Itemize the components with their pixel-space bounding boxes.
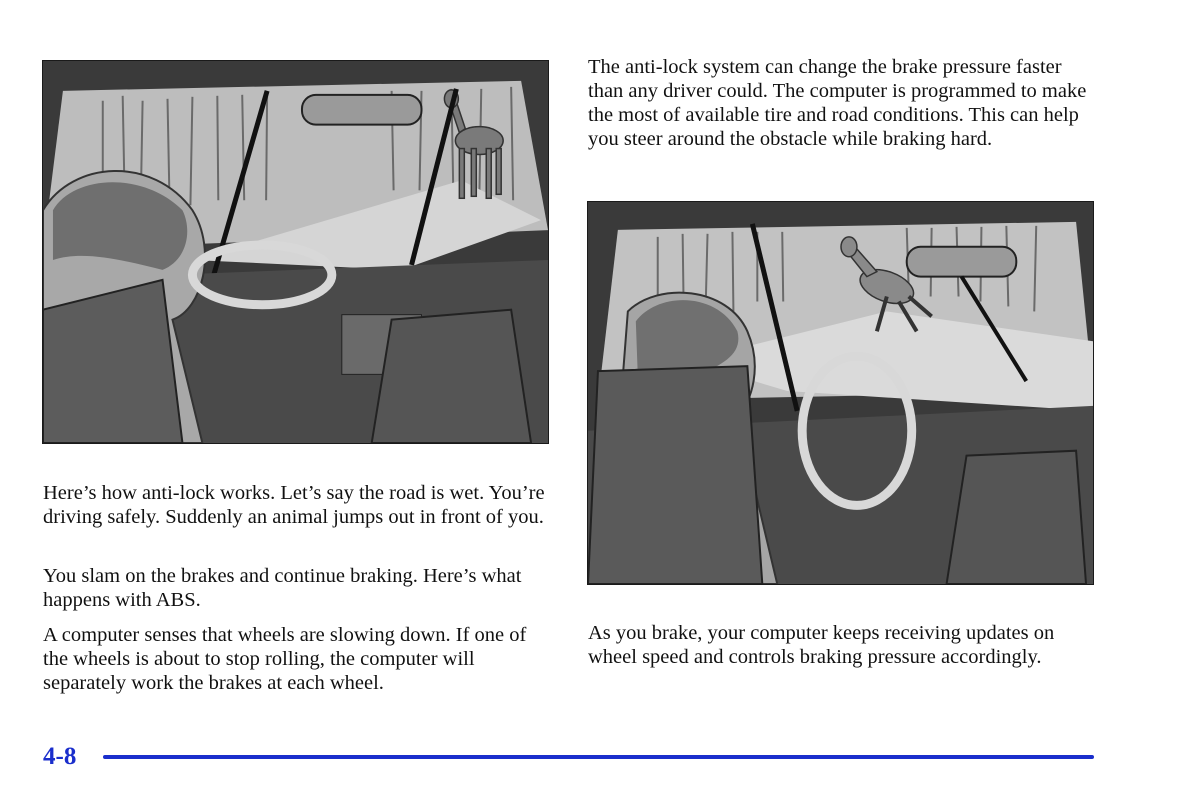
paragraph-computer-senses-wheels: A computer senses that wheels are slowing down. If one of the wheels is about to stop rolling, the computer will separately work the brakes at each wheel.: [43, 624, 527, 694]
driver-sees-deer-drawing: [43, 61, 548, 443]
driver-sees-deer-illustration: [42, 60, 549, 444]
deer-jumps-in-front-drawing: [588, 202, 1093, 584]
page-number: 4-8: [43, 743, 77, 770]
paragraph-how-anti-lock-works: Here’s how anti-lock works. Let’s say the road is wet. You’re driving safely. Suddenly an animal jumps out in front of you.: [43, 482, 545, 528]
footer-rule: [103, 755, 1094, 759]
deer-jumps-in-front-illustration: [587, 201, 1094, 585]
paragraph-wheel-speed-updates: As you brake, your computer keeps receiving updates on wheel speed and controls braking pressure accordingly.: [588, 622, 1055, 668]
paragraph-abs-pressure-change: The anti-lock system can change the brake pressure faster than any driver could. The computer is programmed to make the most of available tire and road conditions. This can help you steer around the obstacle while braking hard.: [588, 56, 1087, 150]
paragraph-slam-brakes: You slam on the brakes and continue braking. Here’s what happens with ABS.: [43, 565, 522, 611]
